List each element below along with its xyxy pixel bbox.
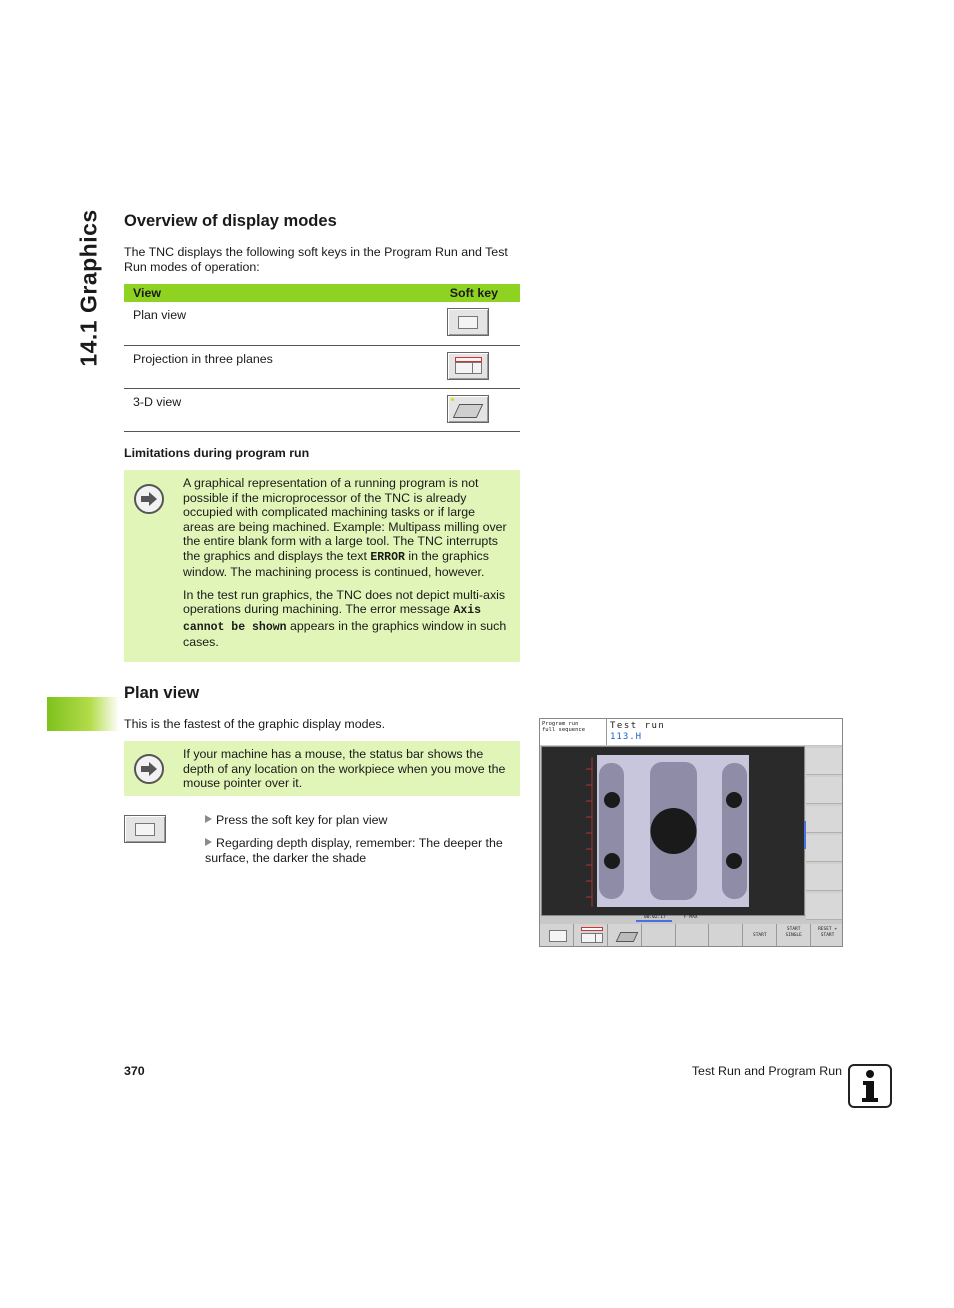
3d-view-softkey-icon	[447, 395, 489, 423]
chapter-tab-marker	[47, 697, 119, 731]
instruction-bullet: Press the soft key for plan view	[205, 813, 520, 828]
section-heading-plan-view: Plan view	[124, 684, 200, 702]
plan-view-softkey-icon	[447, 308, 489, 336]
graphics-window	[541, 746, 805, 916]
instruction-bullet: Regarding depth display, remember: The deeper the surface, the darker the shade	[205, 836, 503, 865]
feed-rate: F MAX	[684, 915, 698, 920]
screen-header	[607, 719, 842, 745]
run-time: 00:02:17	[644, 915, 666, 920]
limitations-note	[124, 470, 520, 662]
table-cell-view: Projection in three planes	[124, 346, 385, 389]
workpiece-plan-view	[542, 747, 804, 915]
scroll-indicator	[804, 821, 806, 849]
chapter-side-title: 14.1 Graphics	[75, 208, 102, 367]
softkey-3d-view	[608, 924, 642, 947]
table-row	[124, 346, 520, 389]
softkey-empty	[642, 924, 676, 947]
error-message-code: Axis cannot be shown	[183, 604, 482, 634]
section-heading-overview: Overview of display modes	[124, 212, 337, 230]
operating-mode-label: Program run full sequence	[540, 719, 607, 745]
mouse-note-text: If your machine has a mouse, the status bar shows the depth of any location on the workpiece when you move the mouse pointer over it.	[183, 747, 506, 790]
three-planes-softkey-icon	[447, 352, 489, 380]
limitations-paragraph-2: In the test run graphics, the TNC does not depict multi-axis operations during machining. The error message Axis cannot be shown appears in the graphics window in such cases.	[183, 587, 507, 649]
softkey-start: START	[743, 924, 777, 947]
softkey-start-single: START SINGLE	[777, 924, 811, 947]
display-modes-table	[124, 284, 520, 432]
overview-intro: The TNC displays the following soft keys in the Program Run and Test Run modes of operation:	[124, 245, 508, 274]
table-header-softkey: Soft key	[385, 284, 520, 302]
plan-view-intro: This is the fastest of the graphic display modes.	[124, 717, 386, 731]
table-row	[124, 302, 520, 346]
table-row	[124, 389, 520, 432]
limitations-heading: Limitations during program run	[124, 446, 310, 460]
table-cell-view: 3-D view	[124, 389, 385, 432]
program-file-name: 113.H	[610, 732, 643, 742]
info-icon	[848, 1064, 892, 1108]
tnc-screen-screenshot	[539, 718, 843, 947]
arrow-right-icon	[134, 484, 164, 514]
softkey-empty	[676, 924, 710, 947]
table-header-view: View	[124, 284, 385, 302]
vertical-softkey-bar	[805, 746, 843, 914]
footer-chapter-title: Test Run and Program Run	[691, 1064, 842, 1078]
page-number: 370	[124, 1064, 145, 1078]
softkey-empty	[709, 924, 743, 947]
plan-view-softkey-icon	[124, 815, 166, 843]
arrow-right-icon	[134, 754, 164, 784]
softkey-reset-start: RESET + START	[811, 924, 843, 947]
error-code: ERROR	[370, 550, 405, 564]
mouse-note	[124, 741, 520, 796]
limitations-paragraph-1: A graphical representation of a running program is not possible if the microprocessor of the TNC is already occupied with complicated machining tasks or if large areas are being machined. Example: Multipass milling over the entire blank form with a large tool. The TNC interrupts the graphics and displays the text ERROR in the graphics window. The machining process is continued, however.	[183, 476, 507, 579]
screen-title: Test run	[610, 721, 666, 731]
table-cell-view: Plan view	[124, 302, 385, 346]
bullet-triangle-icon	[205, 815, 212, 823]
softkey-plan-view	[540, 924, 574, 947]
bullet-triangle-icon	[205, 838, 212, 846]
status-bar	[540, 915, 843, 922]
softkey-three-planes	[574, 924, 608, 947]
softkey-row	[540, 924, 843, 947]
